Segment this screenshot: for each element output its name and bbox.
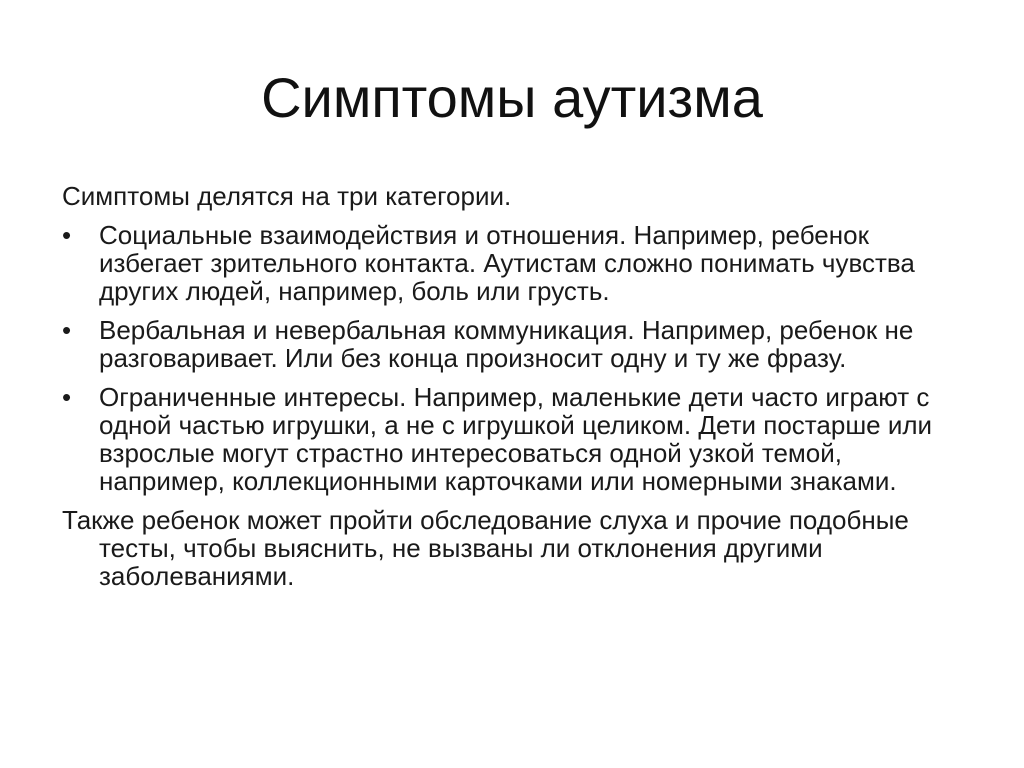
bullet-dot-icon: •: [62, 382, 72, 412]
bullet-dot-icon: •: [62, 220, 72, 250]
bullet-text: Социальные взаимодействия и отношения. Например, ребенок избегает зрительного контакта. Аутистам сложно понимать чувства других людей, например, боль или грусть.: [99, 220, 915, 306]
bullet-item: [62, 383, 962, 495]
intro-paragraph: Симптомы делятся на три категории.: [62, 181, 512, 211]
bullet-text: Вербальная и невербальная коммуникация. Например, ребенок не разговаривает. Или без конца произносит одну и ту же фразу.: [99, 315, 914, 373]
slide-title: Симптомы аутизма: [261, 66, 763, 129]
bullet-item: [62, 316, 962, 372]
slide-body: [62, 182, 962, 601]
closing-paragraph: Также ребенок может пройти обследование слуха и прочие подобные тесты, чтобы выяснить, не вызваны ли отклонения другими заболеваниями.: [62, 505, 909, 591]
bullet-text: Ограниченные интересы. Например, маленькие дети часто играют с одной частью игрушки, а не с игрушкой целиком. Дети постарше или взрослые могут страстно интересоваться одной узкой темой, например, коллекционными карточками или номерными знаками.: [99, 382, 933, 496]
bullet-dot-icon: •: [62, 315, 72, 345]
bullet-item: [62, 221, 962, 305]
